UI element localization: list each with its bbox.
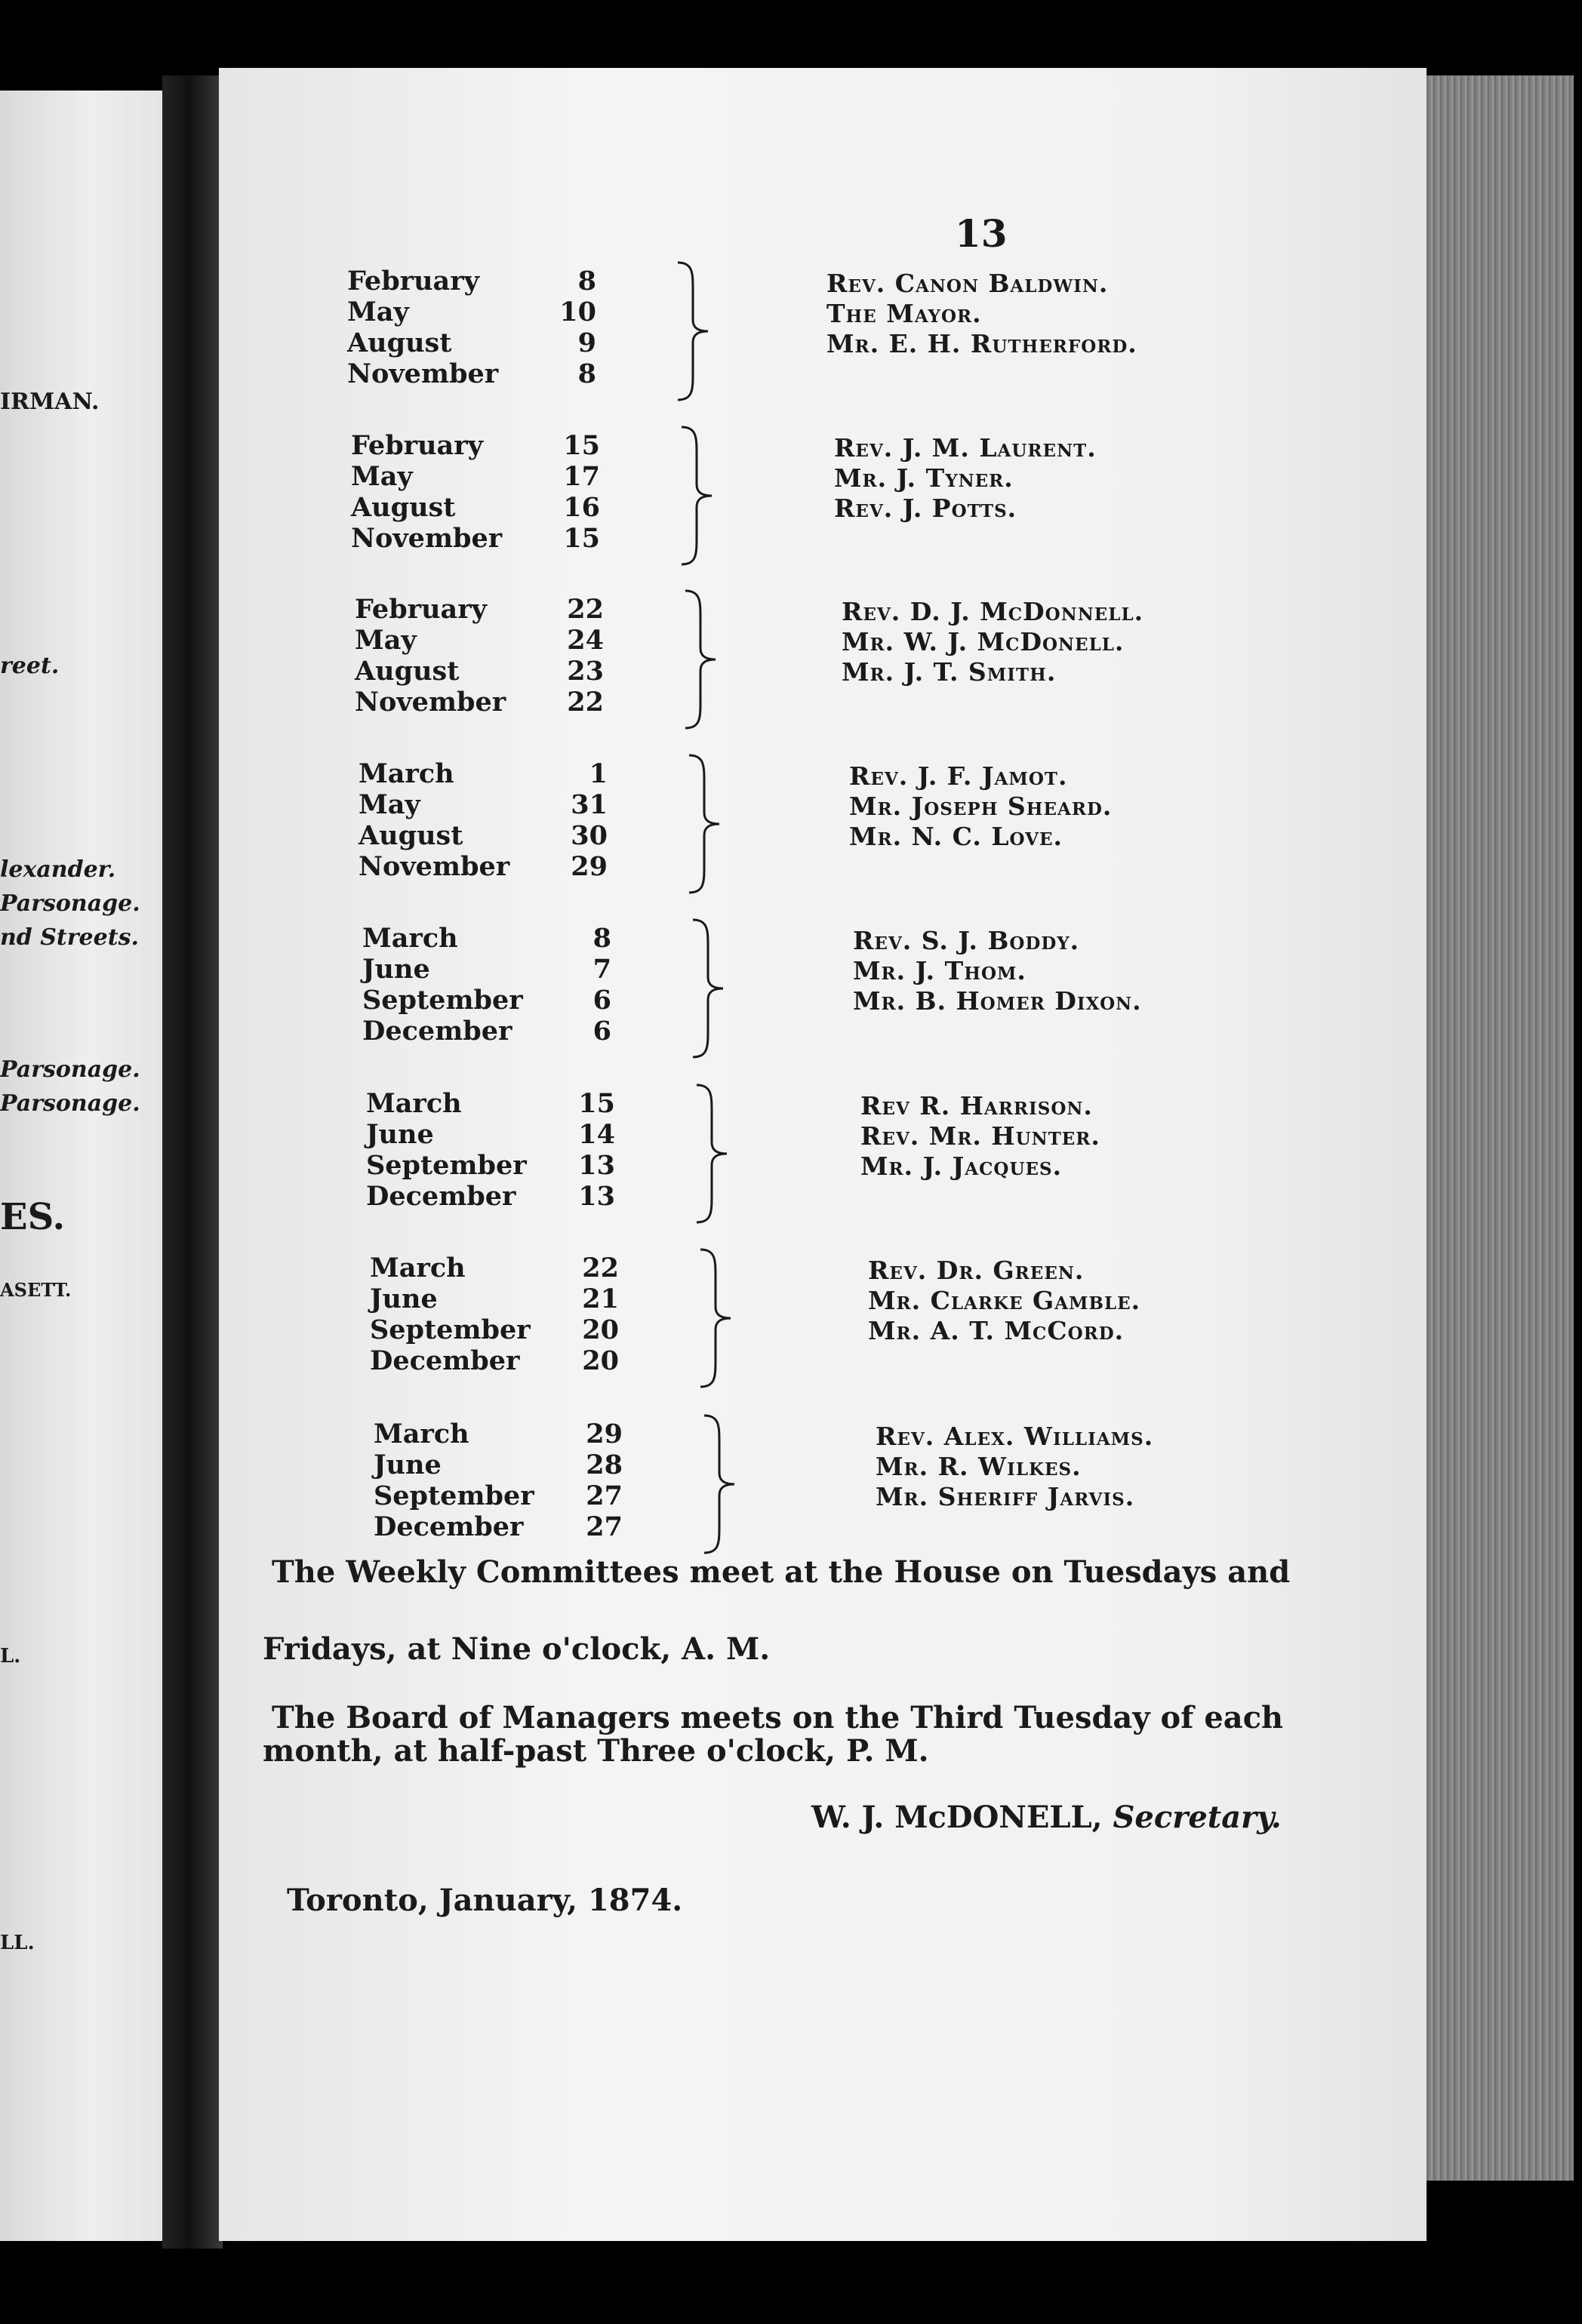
- meeting-month: March: [359, 758, 454, 789]
- left-page-fragment: Parsonage.: [0, 890, 140, 917]
- meeting-day: 22: [567, 687, 604, 718]
- committee-member: Mr. N. C. Love.: [849, 822, 1063, 851]
- committee-member: Mr. R. Wilkes.: [876, 1452, 1082, 1481]
- left-page-fragment: IRMAN.: [0, 389, 100, 415]
- meeting-date-row: [362, 985, 611, 1016]
- meeting-month: June: [366, 1119, 434, 1150]
- curly-brace-icon: [694, 1247, 740, 1390]
- meeting-day: 8: [577, 266, 596, 297]
- curly-brace-icon: [672, 260, 717, 403]
- meeting-month: September: [366, 1150, 527, 1181]
- meeting-month: November: [355, 687, 506, 718]
- meeting-month: March: [374, 1419, 469, 1449]
- left-page-fragment: L.: [0, 1645, 21, 1668]
- meeting-date-row: [347, 297, 596, 327]
- committee-member: Mr. E. H. Rutherford.: [826, 329, 1137, 358]
- meeting-date-row: [359, 820, 608, 851]
- meeting-date-row: [355, 656, 604, 687]
- meeting-date-row: [366, 1181, 615, 1212]
- committee-member: Mr. J. Thom.: [853, 956, 1026, 985]
- meeting-month: June: [362, 954, 430, 985]
- meeting-day: 31: [571, 789, 608, 820]
- committee-members: [860, 1091, 1100, 1182]
- meeting-date-row: [370, 1283, 619, 1314]
- committee-member: Mr. B. Homer Dixon.: [853, 986, 1142, 1016]
- curly-brace-icon: [679, 588, 725, 731]
- meeting-day: 17: [563, 461, 600, 492]
- meeting-date-row: [374, 1480, 623, 1511]
- meeting-month: August: [359, 820, 463, 851]
- committee-group: [219, 1088, 1427, 1216]
- left-page-fragment: LL.: [0, 1932, 35, 1954]
- meeting-dates: [359, 758, 608, 882]
- page-fore-edge: [1423, 75, 1574, 2181]
- meeting-dates: [351, 430, 600, 554]
- meeting-dates: [347, 266, 596, 389]
- meeting-day: 29: [571, 851, 608, 882]
- meeting-day: 27: [586, 1511, 623, 1542]
- meeting-month: June: [374, 1449, 442, 1480]
- committee-members: [826, 269, 1137, 359]
- meeting-dates: [366, 1088, 615, 1212]
- meeting-date-row: [374, 1449, 623, 1480]
- meeting-month: November: [359, 851, 510, 882]
- meeting-day: 1: [589, 758, 608, 789]
- committee-group: [219, 594, 1427, 722]
- meeting-day: 10: [559, 297, 596, 327]
- committee-members: [834, 433, 1097, 524]
- meeting-date-row: [362, 1016, 611, 1047]
- meeting-month: March: [366, 1088, 462, 1119]
- committee-member: Rev. Alex. Williams.: [876, 1422, 1154, 1451]
- meeting-dates: [374, 1419, 623, 1542]
- committee-member: Mr. Clarke Gamble.: [868, 1286, 1141, 1315]
- meeting-month: February: [355, 594, 488, 625]
- meeting-day: 24: [567, 625, 604, 656]
- curly-brace-icon: [687, 917, 732, 1060]
- committee-member: Mr. A. T. McCord.: [868, 1316, 1125, 1345]
- meeting-month: December: [370, 1345, 520, 1376]
- meeting-month: September: [362, 985, 523, 1016]
- meeting-day: 15: [563, 523, 600, 554]
- committee-member: Rev. Mr. Hunter.: [860, 1121, 1100, 1151]
- meeting-month: November: [351, 523, 503, 554]
- meeting-day: 20: [582, 1314, 619, 1345]
- committee-group: [219, 923, 1427, 1051]
- meeting-month: May: [351, 461, 413, 492]
- committee-member: Mr. J. Jacques.: [860, 1151, 1063, 1181]
- meeting-month: May: [347, 297, 409, 327]
- meeting-date-row: [347, 327, 596, 358]
- curly-brace-icon: [676, 424, 721, 567]
- meeting-date-row: [370, 1253, 619, 1283]
- left-page-fragment: Parsonage.: [0, 1090, 140, 1117]
- meeting-date-row: [355, 625, 604, 656]
- meeting-day: 9: [577, 327, 596, 358]
- meeting-month: May: [359, 789, 420, 820]
- meeting-date-row: [351, 523, 600, 554]
- meeting-date-row: [374, 1419, 623, 1449]
- meeting-day: 30: [571, 820, 608, 851]
- meeting-date-row: [370, 1314, 619, 1345]
- meeting-day: 14: [578, 1119, 615, 1150]
- meeting-day: 8: [577, 358, 596, 389]
- previous-page: [0, 91, 162, 2241]
- meeting-date-row: [362, 954, 611, 985]
- meeting-day: 13: [578, 1150, 615, 1181]
- meeting-date-row: [351, 461, 600, 492]
- committee-group: [219, 758, 1427, 887]
- meeting-day: 22: [567, 594, 604, 625]
- committee-members: [876, 1422, 1153, 1512]
- meeting-month: March: [370, 1253, 466, 1283]
- meeting-month: December: [374, 1511, 524, 1542]
- committee-member: Mr. J. Tyner.: [834, 463, 1014, 493]
- meeting-month: September: [374, 1480, 534, 1511]
- board-note-line1: The Board of Managers meets on the Third Tuesday of each: [272, 1700, 1284, 1735]
- meeting-day: 16: [563, 492, 600, 523]
- meeting-day: 23: [567, 656, 604, 687]
- meeting-month: November: [347, 358, 499, 389]
- meeting-day: 6: [592, 985, 611, 1016]
- committee-member: Mr. Joseph Sheard.: [849, 792, 1113, 821]
- committee-members: [842, 597, 1143, 687]
- meeting-month: August: [351, 492, 456, 523]
- committee-members: [853, 926, 1142, 1016]
- left-page-fragment: reet.: [0, 653, 60, 679]
- secretary-signature: [811, 1800, 1282, 1835]
- left-page-fragment: ASETT.: [0, 1279, 72, 1301]
- committee-group: [219, 430, 1427, 558]
- meeting-date-row: [366, 1088, 615, 1119]
- meeting-date-row: [359, 758, 608, 789]
- meeting-month: September: [370, 1314, 531, 1345]
- meeting-day: 8: [592, 923, 611, 954]
- meeting-date-row: [355, 687, 604, 718]
- committee-group: [219, 1419, 1427, 1547]
- meeting-month: December: [366, 1181, 516, 1212]
- committee-group: [219, 1253, 1427, 1381]
- secretary-title: Secretary.: [1113, 1800, 1282, 1835]
- committee-member: Rev. S. J. Boddy.: [853, 926, 1080, 955]
- book-gutter: [162, 75, 223, 2249]
- meeting-day: 15: [563, 430, 600, 461]
- book-page: [219, 68, 1427, 2241]
- meeting-day: 7: [592, 954, 611, 985]
- meeting-day: 29: [586, 1419, 623, 1449]
- meeting-date-row: [351, 492, 600, 523]
- meeting-day: 28: [586, 1449, 623, 1480]
- meeting-day: 20: [582, 1345, 619, 1376]
- meeting-dates: [362, 923, 611, 1047]
- meeting-month: February: [347, 266, 480, 297]
- left-page-fragment: ES.: [0, 1196, 66, 1238]
- left-page-fragment: Parsonage.: [0, 1056, 140, 1083]
- meeting-day: 6: [592, 1016, 611, 1047]
- meeting-date-row: [366, 1119, 615, 1150]
- weekly-committee-note-line1: The Weekly Committees meet at the House on Tuesdays and: [272, 1554, 1291, 1590]
- left-page-fragment: lexander.: [0, 856, 116, 883]
- committee-member: Rev. Dr. Green.: [868, 1256, 1085, 1285]
- committee-member: Rev. J. M. Laurent.: [834, 433, 1097, 463]
- meeting-day: 22: [582, 1253, 619, 1283]
- meeting-date-row: [347, 266, 596, 297]
- committee-member: Mr. W. J. McDonell.: [842, 627, 1125, 656]
- committee-member: Mr. Sheriff Jarvis.: [876, 1482, 1135, 1511]
- committee-members: [849, 761, 1112, 852]
- committee-member: Rev. Canon Baldwin.: [826, 269, 1109, 298]
- meeting-month: August: [355, 656, 460, 687]
- committee-member: Rev. D. J. McDonnell.: [842, 597, 1144, 626]
- committee-group: [219, 266, 1427, 394]
- meeting-date-row: [366, 1150, 615, 1181]
- board-note-line2: month, at half-past Three o'clock, P. M.: [263, 1733, 929, 1769]
- page-number: 13: [955, 211, 1008, 256]
- left-page-fragment: nd Streets.: [0, 924, 139, 951]
- meeting-date-row: [374, 1511, 623, 1542]
- curly-brace-icon: [691, 1082, 736, 1225]
- meeting-month: August: [347, 327, 452, 358]
- meeting-date-row: [370, 1345, 619, 1376]
- meeting-month: June: [370, 1283, 438, 1314]
- meeting-date-row: [347, 358, 596, 389]
- meeting-month: March: [362, 923, 458, 954]
- meeting-dates: [355, 594, 604, 718]
- meeting-dates: [370, 1253, 619, 1376]
- meeting-day: 13: [578, 1181, 615, 1212]
- committee-member: Rev. J. F. Jamot.: [849, 761, 1068, 791]
- meeting-day: 21: [582, 1283, 619, 1314]
- dateline: Toronto, January, 1874.: [287, 1883, 683, 1918]
- secretary-name: W. J. McDONELL,: [811, 1800, 1103, 1835]
- meeting-month: December: [362, 1016, 512, 1047]
- committee-member: Rev. J. Potts.: [834, 493, 1017, 523]
- meeting-date-row: [359, 851, 608, 882]
- meeting-month: May: [355, 625, 417, 656]
- meeting-date-row: [351, 430, 600, 461]
- meeting-date-row: [359, 789, 608, 820]
- meeting-date-row: [362, 923, 611, 954]
- meeting-month: February: [351, 430, 484, 461]
- committee-members: [868, 1256, 1140, 1346]
- curly-brace-icon: [683, 752, 728, 896]
- meeting-day: 15: [578, 1088, 615, 1119]
- committee-member: Rev R. Harrison.: [860, 1091, 1093, 1120]
- committee-member: The Mayor.: [826, 299, 982, 328]
- weekly-committee-note-line2: Fridays, at Nine o'clock, A. M.: [263, 1631, 771, 1667]
- curly-brace-icon: [698, 1413, 743, 1556]
- meeting-date-row: [355, 594, 604, 625]
- meeting-day: 27: [586, 1480, 623, 1511]
- committee-member: Mr. J. T. Smith.: [842, 657, 1057, 687]
